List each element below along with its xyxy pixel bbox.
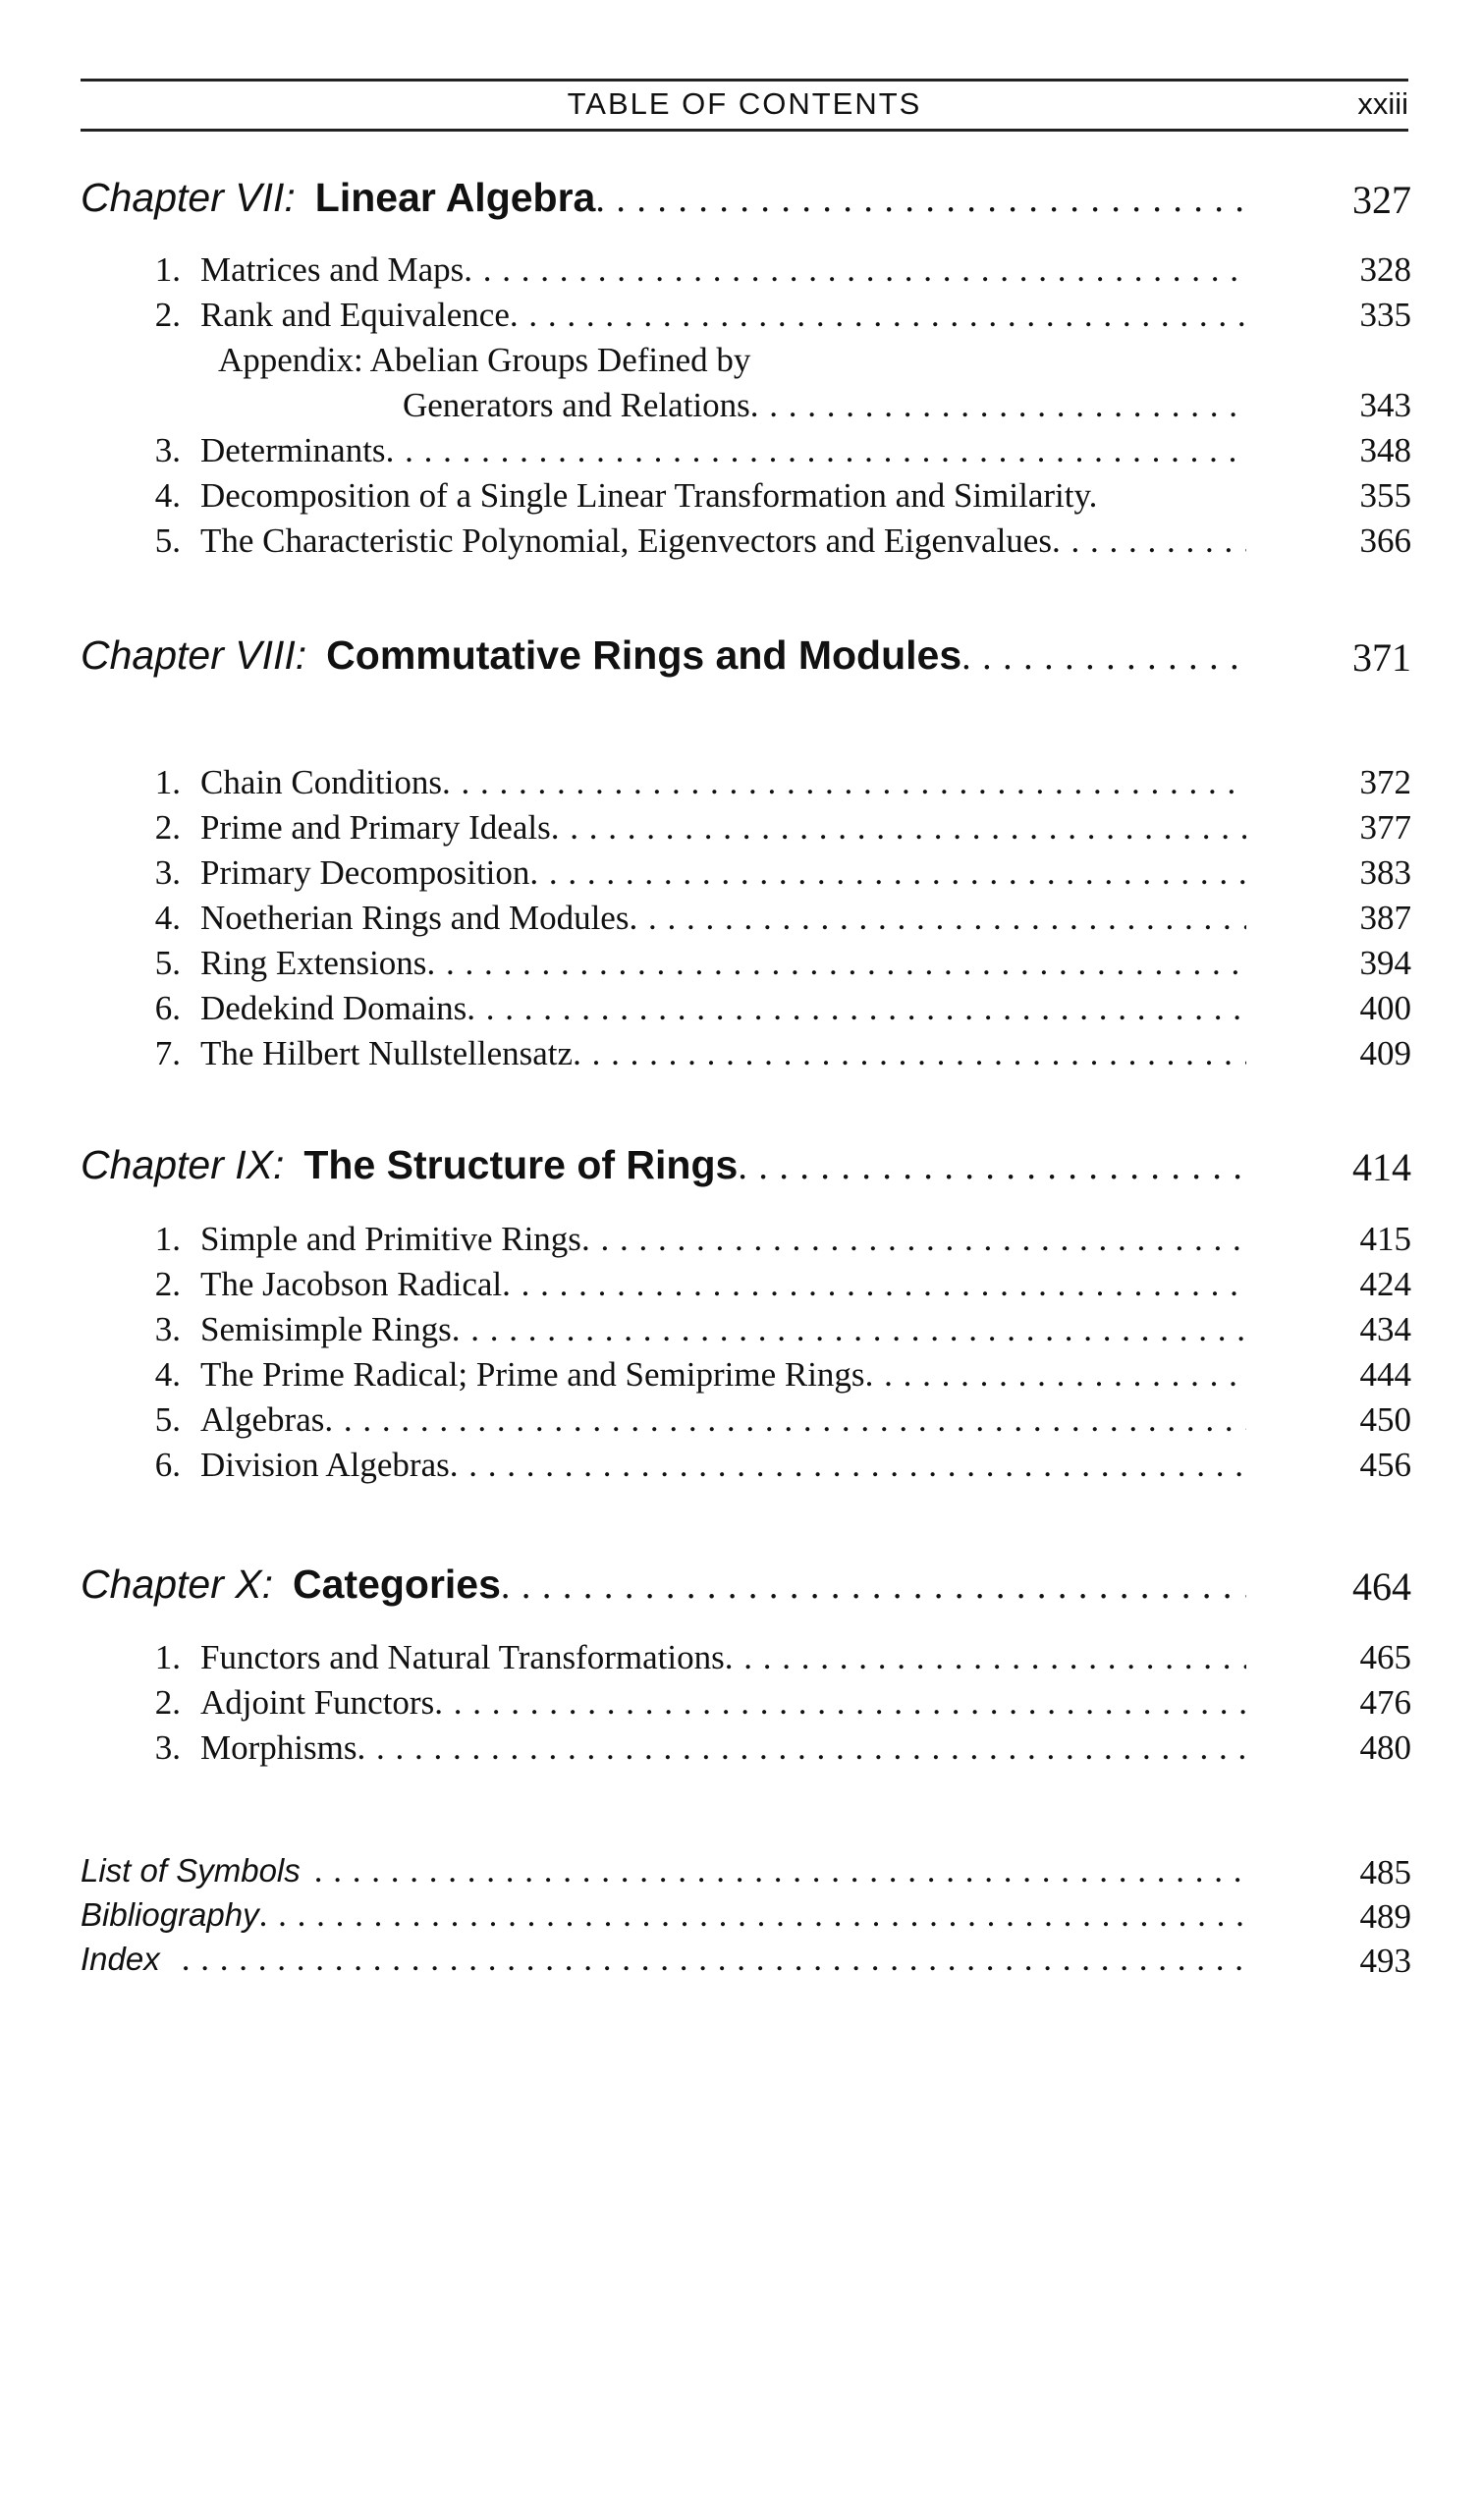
section-title: Morphisms — [200, 1728, 357, 1767]
section-entry[interactable] — [110, 989, 1246, 1028]
chapter-label: Chapter IX: — [81, 1142, 285, 1187]
appendix-page: 343 — [1359, 386, 1411, 424]
leader-dots — [738, 1145, 1246, 1188]
section-entry[interactable] — [110, 1355, 1246, 1395]
chapter-title: Categories — [293, 1561, 501, 1607]
leader-dots — [725, 1638, 1246, 1677]
chapter-entry[interactable] — [81, 1142, 1246, 1188]
running-header — [81, 79, 1408, 132]
section-page: 424 — [1359, 1265, 1411, 1303]
section-number: 1. — [154, 250, 181, 289]
section-number: 6. — [154, 989, 181, 1027]
section-page: 372 — [1359, 763, 1411, 801]
chapter-title: Commutative Rings and Modules — [326, 632, 962, 678]
backmatter-page: 493 — [1359, 1942, 1411, 1980]
section-entry[interactable] — [110, 808, 1246, 848]
section-page: 400 — [1359, 989, 1411, 1027]
leader-dots — [1052, 521, 1246, 561]
section-title: Prime and Primary Ideals — [200, 808, 551, 847]
section-entry[interactable] — [110, 431, 1246, 470]
section-title: Dedekind Domains — [200, 989, 467, 1027]
section-title: Noetherian Rings and Modules — [200, 899, 630, 937]
backmatter-title: List of Symbols — [81, 1852, 301, 1889]
section-entry[interactable] — [110, 1220, 1246, 1259]
section-number: 3. — [154, 853, 181, 892]
leader-dots — [573, 1034, 1246, 1073]
section-title: The Jacobson Radical — [200, 1265, 503, 1303]
page-title: TABLE OF CONTENTS — [567, 86, 922, 121]
section-page: 409 — [1359, 1034, 1411, 1072]
chapter-entry[interactable] — [81, 1561, 1246, 1608]
section-title: Algebras — [200, 1400, 325, 1439]
section-page: 415 — [1359, 1220, 1411, 1258]
leader-dots — [357, 1728, 1246, 1768]
leader-dots — [464, 250, 1246, 290]
leader-dots — [529, 853, 1246, 893]
section-title: Functors and Natural Transformations — [200, 1638, 725, 1676]
section-number: 2. — [154, 296, 181, 334]
section-number: 4. — [154, 899, 181, 937]
backmatter-page: 489 — [1359, 1897, 1411, 1936]
section-title: Division Algebras — [200, 1446, 450, 1484]
appendix-title-line2: Generators and Relations — [403, 386, 750, 424]
section-number: 2. — [154, 1683, 181, 1722]
section-entry[interactable] — [110, 1446, 1246, 1485]
backmatter-entry[interactable] — [81, 1940, 1246, 1979]
section-page: 335 — [1359, 296, 1411, 334]
leader-dots — [450, 1446, 1246, 1485]
section-title: Simple and Primitive Rings — [200, 1220, 581, 1258]
chapter-page: 371 — [1352, 635, 1411, 680]
section-page: 476 — [1359, 1683, 1411, 1722]
section-entry[interactable] — [110, 1728, 1246, 1768]
section-entry[interactable] — [110, 476, 1246, 516]
backmatter-title: Bibliography — [81, 1896, 259, 1933]
section-page: 450 — [1359, 1400, 1411, 1439]
chapter-title: The Structure of Rings — [303, 1142, 739, 1187]
section-title: Semisimple Rings — [200, 1310, 452, 1348]
leader-dots — [442, 763, 1246, 802]
chapter-page: 414 — [1352, 1145, 1411, 1189]
section-entry[interactable] — [110, 1310, 1246, 1349]
section-page: 355 — [1359, 476, 1411, 515]
chapter-label: Chapter VII: — [81, 175, 296, 220]
section-number: 3. — [154, 1310, 181, 1348]
section-title: The Hilbert Nullstellensatz — [200, 1034, 574, 1072]
section-title: Primary Decomposition — [200, 853, 530, 892]
leader-dots — [259, 1895, 1246, 1935]
leader-dots — [467, 989, 1246, 1028]
section-page: 366 — [1359, 521, 1411, 560]
section-number: 7. — [154, 1034, 181, 1072]
section-page: 394 — [1359, 944, 1411, 982]
section-entry[interactable] — [110, 1400, 1246, 1440]
section-page: 444 — [1359, 1355, 1411, 1394]
section-title: The Prime Radical; Prime and Semiprime Rings — [200, 1355, 865, 1394]
section-number: 5. — [154, 1400, 181, 1439]
chapter-page: 327 — [1352, 178, 1411, 222]
section-number: 2. — [154, 808, 181, 847]
chapter-page: 464 — [1352, 1564, 1411, 1609]
section-number: 5. — [154, 521, 181, 560]
section-entry[interactable] — [110, 899, 1246, 938]
leader-dots — [386, 431, 1246, 470]
section-title: Matrices and Maps — [200, 250, 465, 289]
section-number: 3. — [154, 431, 181, 469]
section-number: 5. — [154, 944, 181, 982]
section-entry[interactable] — [110, 1034, 1246, 1073]
page-number: xxiii — [1357, 86, 1408, 121]
leader-dots — [182, 1940, 1246, 1979]
section-page: 434 — [1359, 1310, 1411, 1348]
backmatter-entry[interactable] — [81, 1851, 1246, 1890]
section-page: 383 — [1359, 853, 1411, 892]
section-title: Adjoint Functors — [200, 1683, 435, 1722]
leader-dots — [961, 635, 1246, 679]
leader-dots — [865, 1355, 1246, 1395]
section-page: 465 — [1359, 1638, 1411, 1676]
section-title: Ring Extensions — [200, 944, 427, 982]
section-title: Decomposition of a Single Linear Transformation and Similarity. — [200, 476, 1098, 515]
leader-dots — [502, 1265, 1246, 1304]
section-entry[interactable] — [110, 763, 1246, 802]
section-page: 328 — [1359, 250, 1411, 289]
section-number: 4. — [154, 476, 181, 515]
section-title: The Characteristic Polynomial, Eigenvectors and Eigenvalues — [200, 521, 1052, 560]
section-entry[interactable] — [110, 853, 1246, 893]
section-entry[interactable] — [110, 1683, 1246, 1723]
section-number: 1. — [154, 1220, 181, 1258]
section-page: 377 — [1359, 808, 1411, 847]
appendix-title-line1[interactable]: Appendix: Abelian Groups Defined by — [218, 341, 751, 379]
leader-dots — [452, 1310, 1246, 1349]
section-number: 6. — [154, 1446, 181, 1484]
backmatter-page: 485 — [1359, 1853, 1411, 1891]
chapter-label: Chapter X: — [81, 1561, 273, 1607]
section-title: Chain Conditions — [200, 763, 442, 801]
section-entry[interactable] — [110, 1265, 1246, 1304]
leader-dots — [551, 808, 1246, 848]
section-number: 3. — [154, 1728, 181, 1767]
section-entry[interactable] — [110, 1638, 1246, 1677]
leader-dots — [629, 899, 1246, 938]
section-entry[interactable] — [110, 521, 1246, 561]
leader-dots — [434, 1683, 1246, 1723]
leader-dots — [581, 1220, 1246, 1259]
leader-dots — [510, 296, 1246, 335]
backmatter-entry[interactable] — [81, 1895, 1246, 1935]
chapter-entry[interactable] — [81, 175, 1246, 221]
section-title: Determinants — [200, 431, 386, 469]
section-entry[interactable] — [110, 944, 1246, 983]
appendix-entry[interactable] — [403, 386, 1246, 425]
backmatter-title: Index — [81, 1941, 160, 1977]
leader-dots — [324, 1400, 1246, 1440]
section-number: 1. — [154, 763, 181, 801]
section-page: 480 — [1359, 1728, 1411, 1767]
section-title: Rank and Equivalence — [200, 296, 510, 334]
chapter-title: Linear Algebra — [314, 175, 596, 220]
chapter-entry[interactable] — [81, 632, 1246, 679]
section-entry[interactable] — [110, 250, 1246, 290]
section-number: 4. — [154, 1355, 181, 1394]
leader-dots — [501, 1564, 1246, 1608]
section-page: 387 — [1359, 899, 1411, 937]
leader-dots — [595, 178, 1246, 221]
leader-dots — [426, 944, 1246, 983]
section-entry[interactable] — [110, 296, 1246, 335]
section-page: 456 — [1359, 1446, 1411, 1484]
chapter-label: Chapter VIII: — [81, 632, 307, 678]
section-page: 348 — [1359, 431, 1411, 469]
leader-dots — [314, 1851, 1246, 1890]
section-number: 2. — [154, 1265, 181, 1303]
section-number: 1. — [154, 1638, 181, 1676]
leader-dots — [750, 386, 1246, 425]
